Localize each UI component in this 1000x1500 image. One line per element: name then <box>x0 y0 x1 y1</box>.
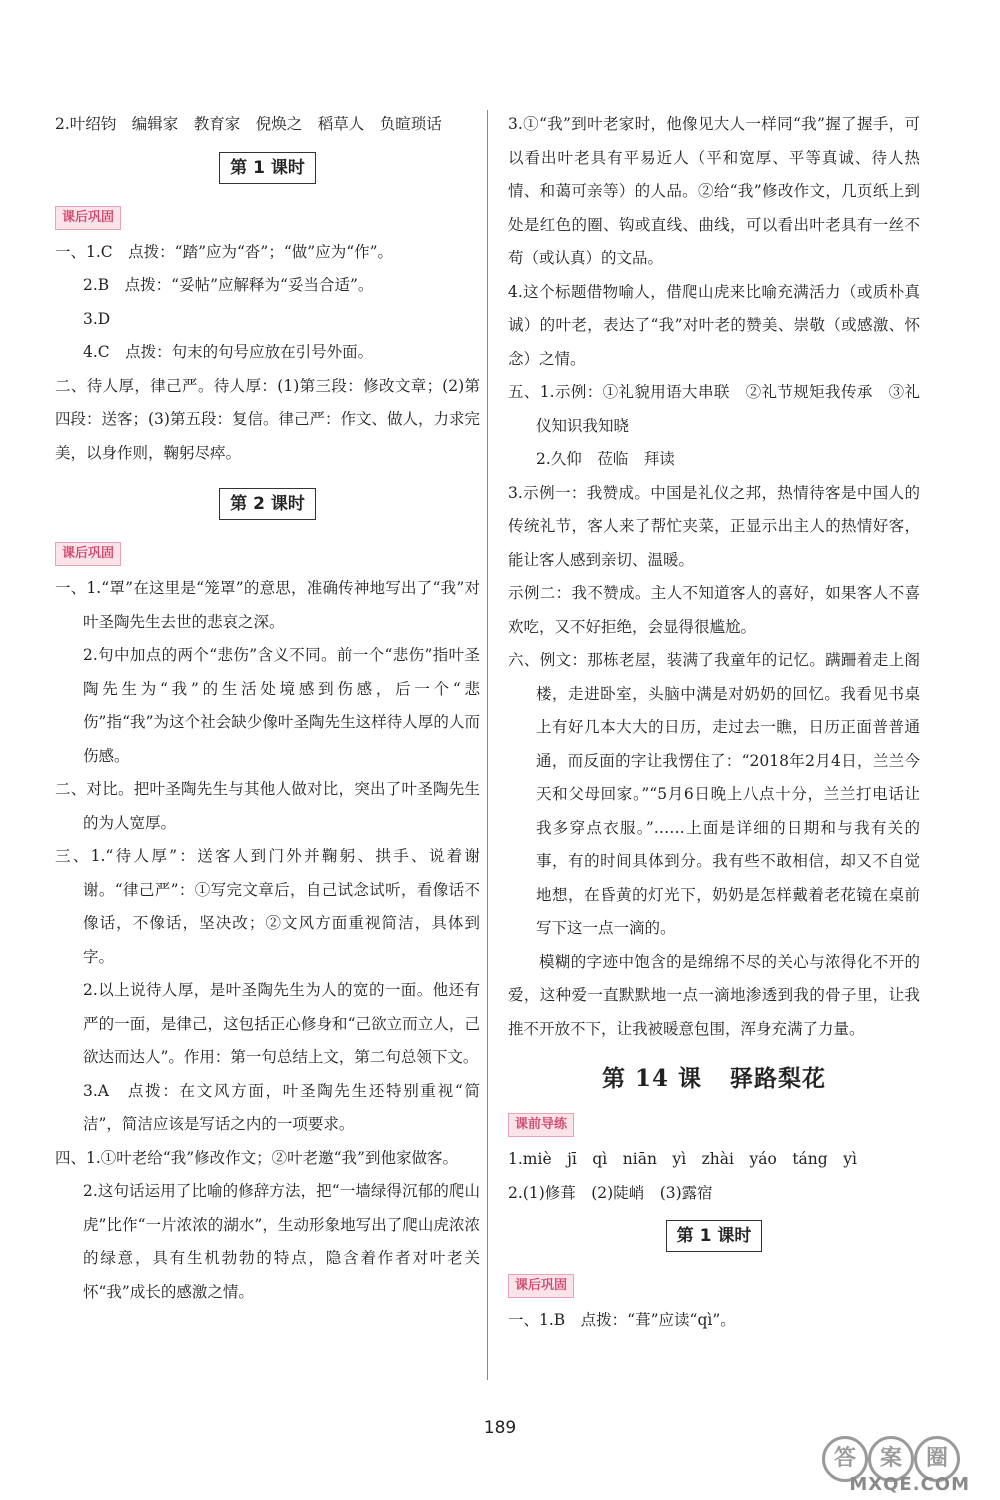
answer-line: 2.(1)修葺 (2)陡峭 (3)露宿 <box>508 1183 713 1202</box>
answer-line: 2.句中加点的两个“悲伤”含义不同。前一个“悲伤”指叶圣陶先生为“我”的生活处境感到伤感，后一个“悲伤”指“我”为这个社会缺少像叶圣陶先生这样待人厚的人而伤感。 <box>83 646 480 765</box>
lesson-number: 第 14 课 <box>601 1065 703 1092</box>
section-title-lesson-2: 第 2 课时 <box>219 488 316 520</box>
answer-line: 3.①“我”到叶老家时，他像见大人一样同“我”握了握手，可以看出叶老具有平易近人（平和宽厚、平等真诚、待人热情、和蔼可亲等）的人品。②给“我”修改作文，几页纸上到处是红色的圈、钩或直线、曲线，可以看出叶老具有一丝不苟（或认真）的文品。 <box>508 115 920 267</box>
answer-line: 一、1.“罩”在这里是“笼罩”的意思，准确传神地写出了“我”对叶圣陶先生去世的悲哀之深。 <box>55 579 480 631</box>
answer-line: 4.这个标题借物喻人，借爬山虎来比喻充满活力（或质朴真诚）的叶老，表达了“我”对叶老的赞美、崇敬（或感激、怀念）之情。 <box>508 282 920 368</box>
pinyin-prefix: 1. <box>508 1150 523 1168</box>
answer-line: 一、1.C 点拨：“踏”应为“沓”；“做”应为“作”。 <box>55 242 394 261</box>
watermark-char: 案 <box>868 1436 914 1482</box>
pinyin-line <box>508 1143 920 1177</box>
answer-line: 模糊的字迹中饱含的是绵绵不尽的关心与浓得化不开的爱，这种爱一直默默地一点一滴地渗透到我的骨子里，让我推不开放不下，让我被暖意包围，浑身充满了力量。 <box>508 952 920 1038</box>
watermark-char: 答 <box>822 1436 868 1482</box>
answer-line: 三、1.“待人厚”：送客人到门外并鞠躬、拱手、说着谢谢。“律己严”：①写完文章后，自己试念试听，看像话不像话，不像话，坚决改；②文风方面重视简洁，具体到字。 <box>55 847 480 966</box>
answer-line: 2.叶绍钧 编辑家 教育家 倪焕之 稻草人 负暄琐话 <box>55 115 442 133</box>
right-column <box>508 108 920 1338</box>
answer-line: 二、对比。把叶圣陶先生与其他人做对比，突出了叶圣陶先生的为人宽厚。 <box>55 780 480 832</box>
after-class-tag: 课后巩固 <box>55 542 121 566</box>
answer-line: 示例二：我不赞成。主人不知道客人的喜好，如果客人不喜欢吃，又不好拒绝，会显得很尴尬。 <box>508 584 920 636</box>
answer-line: 4.C 点拨：句末的句号应放在引号外面。 <box>83 343 374 361</box>
answer-line: 五、1.示例：①礼貌用语大串联 ②礼节规矩我传承 ③礼仪知识我知晓 <box>508 383 920 435</box>
answer-line: 3.D <box>83 309 111 328</box>
left-column <box>55 108 480 1309</box>
answer-line: 2.这句话运用了比喻的修辞方法，把“一墙绿得沉郁的爬山虎”比作“一片浓浓的湖水”，生动形象地写出了爬山虎浓浓的绿意，具有生机勃勃的特点，隐含着作者对叶老关怀“我”成长的感激之情。 <box>83 1182 480 1301</box>
answer-line: 二、待人厚，律己严。待人厚：(1)第三段：修改文章；(2)第四段：送客；(3)第五段：复信。律己严：作文、做人，力求完美，以身作则，鞠躬尽瘁。 <box>55 376 480 462</box>
answer-line: 2.B 点拨：“妥帖”应解释为“妥当合适”。 <box>83 276 374 294</box>
watermark-char: 圈 <box>914 1436 960 1482</box>
answer-line: 2.以上说待人厚，是叶圣陶先生为人的宽的一面。他还有严的一面，是律己，这包括正心修身和“己欲立而立人，己欲达而达人”。作用：第一句总结上文，第二句总领下文。 <box>83 981 480 1066</box>
column-divider <box>487 110 488 1380</box>
answer-line: 四、1.①叶老给“我”修改作文；②叶老邀“我”到他家做客。 <box>55 1148 458 1167</box>
answer-line: 2.久仰 莅临 拜读 <box>536 450 675 468</box>
lesson-heading <box>508 1060 920 1093</box>
answer-line: 3.A 点拨：在文风方面，叶圣陶先生还特别重视“简洁”，简洁应该是写话之内的一项要求。 <box>83 1081 480 1133</box>
watermark-site: MXQE.COM <box>849 1474 970 1495</box>
answer-line: 一、1.B 点拨：“葺”应读“qì”。 <box>508 1311 736 1329</box>
pinyin-answers: miè jī qì niān yì zhài yáo táng yì <box>522 1150 857 1168</box>
section-title-lesson-1: 第 1 课时 <box>219 152 316 184</box>
section-title-lesson-1: 第 1 课时 <box>666 1220 763 1252</box>
after-class-tag: 课后巩固 <box>508 1274 574 1298</box>
answer-line: 3.示例一：我赞成。中国是礼仪之邦，热情待客是中国人的传统礼节，客人来了帮忙夹菜，正显示出主人的热情好客，能让客人感到亲切、温暖。 <box>508 483 920 569</box>
page-number: 189 <box>483 1418 517 1438</box>
answer-line: 六、例文：那栋老屋，装满了我童年的记忆。蹒跚着走上阁楼，走进卧室，头脑中满是对奶奶的回忆。我看见书桌上有好几本大大的日历，走过去一瞧，日历正面普普通通，而反面的字让我愣住了：“2018年2月4日，兰兰今天和父母回家。”“5月6日晚上八点十分，兰兰打电话让我多穿点衣服。”……上面是详细的日期和与我有关的事，有的时间具体到分。我有些不敢相信，却又不自觉地想，在昏黄的灯光下，奶奶是怎样戴着老花镜在桌前写下这一点一滴的。 <box>508 651 920 937</box>
pre-class-tag: 课前导练 <box>508 1113 574 1137</box>
lesson-name: 驿路梨花 <box>730 1065 827 1092</box>
after-class-tag: 课后巩固 <box>55 206 121 230</box>
